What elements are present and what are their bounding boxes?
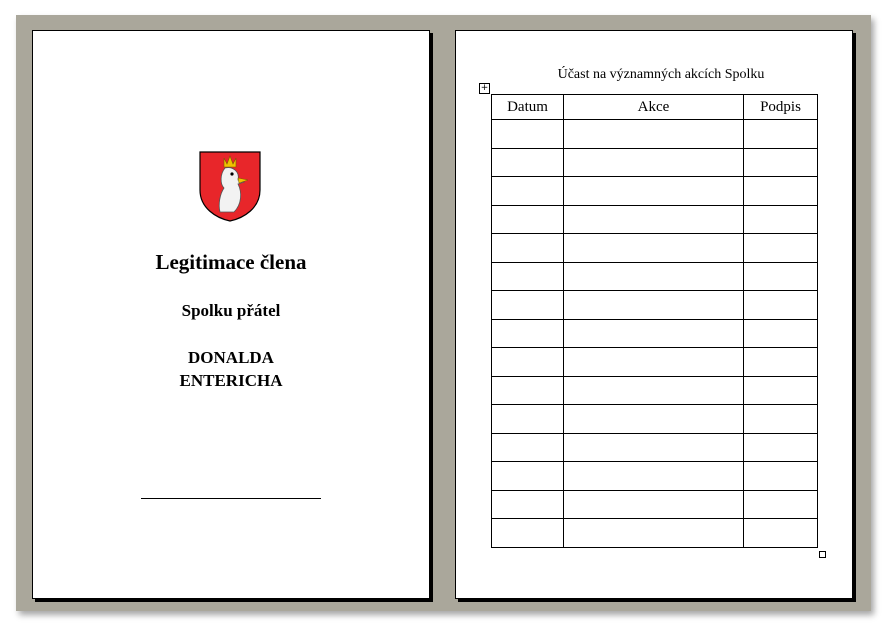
table-cell[interactable] bbox=[744, 433, 818, 462]
table-cell[interactable] bbox=[564, 177, 744, 206]
table-cell[interactable] bbox=[492, 205, 564, 234]
table-cell[interactable] bbox=[564, 148, 744, 177]
coat-of-arms-icon bbox=[198, 150, 262, 222]
table-cell[interactable] bbox=[492, 319, 564, 348]
table-cell[interactable] bbox=[564, 262, 744, 291]
table-cell[interactable] bbox=[492, 291, 564, 320]
table-cell[interactable] bbox=[564, 405, 744, 434]
table-cell[interactable] bbox=[492, 348, 564, 377]
attendance-page bbox=[455, 30, 853, 599]
table-cell[interactable] bbox=[564, 519, 744, 548]
table-row bbox=[492, 376, 818, 405]
table-cell[interactable] bbox=[492, 148, 564, 177]
table-cell[interactable] bbox=[492, 433, 564, 462]
table-cell[interactable] bbox=[564, 433, 744, 462]
signature-line bbox=[141, 498, 321, 499]
table-cell[interactable] bbox=[744, 490, 818, 519]
table-cell[interactable] bbox=[492, 462, 564, 491]
member-name-line2: ENTERICHA bbox=[179, 371, 283, 390]
table-row bbox=[492, 205, 818, 234]
table-cell[interactable] bbox=[744, 205, 818, 234]
table-row bbox=[492, 433, 818, 462]
table-cell[interactable] bbox=[744, 519, 818, 548]
table-row bbox=[492, 462, 818, 491]
document-canvas bbox=[16, 15, 871, 611]
table-row bbox=[492, 319, 818, 348]
table-cell[interactable] bbox=[492, 262, 564, 291]
table-cell[interactable] bbox=[564, 234, 744, 263]
table-move-handle-icon[interactable]: + bbox=[480, 83, 489, 93]
table-row bbox=[492, 148, 818, 177]
table-caption: Účast na významných akcích Spolku bbox=[557, 67, 765, 82]
table-cell[interactable] bbox=[744, 376, 818, 405]
table-cell[interactable] bbox=[744, 148, 818, 177]
table-row bbox=[492, 490, 818, 519]
table-cell[interactable] bbox=[492, 177, 564, 206]
table-row bbox=[492, 405, 818, 434]
table-cell[interactable] bbox=[492, 120, 564, 149]
table-cell[interactable] bbox=[564, 348, 744, 377]
member-name bbox=[33, 346, 429, 392]
table-cell[interactable] bbox=[564, 376, 744, 405]
table-cell[interactable] bbox=[744, 348, 818, 377]
column-header-datum: Datum bbox=[492, 95, 564, 120]
card-subtitle: Spolku přátel bbox=[181, 301, 281, 320]
table-cell[interactable] bbox=[564, 319, 744, 348]
column-header-podpis: Podpis bbox=[744, 95, 818, 120]
table-cell[interactable] bbox=[564, 462, 744, 491]
table-cell[interactable] bbox=[744, 234, 818, 263]
table-cell[interactable] bbox=[564, 490, 744, 519]
table-cell[interactable] bbox=[744, 405, 818, 434]
table-cell[interactable] bbox=[492, 234, 564, 263]
table-cell[interactable] bbox=[744, 291, 818, 320]
table-row bbox=[492, 177, 818, 206]
table-cell[interactable] bbox=[744, 462, 818, 491]
table-row bbox=[492, 348, 818, 377]
card-title: Legitimace člena bbox=[155, 250, 307, 274]
card-front-page bbox=[32, 30, 430, 599]
table-cell[interactable] bbox=[492, 519, 564, 548]
table-cell[interactable] bbox=[564, 120, 744, 149]
table-cell[interactable] bbox=[492, 490, 564, 519]
table-cell[interactable] bbox=[564, 291, 744, 320]
table-cell[interactable] bbox=[744, 177, 818, 206]
table-cell[interactable] bbox=[492, 376, 564, 405]
table-row bbox=[492, 262, 818, 291]
table-cell[interactable] bbox=[744, 262, 818, 291]
table-resize-handle[interactable] bbox=[819, 551, 826, 558]
table-cell[interactable] bbox=[744, 120, 818, 149]
table-cell[interactable] bbox=[492, 405, 564, 434]
table-row bbox=[492, 519, 818, 548]
attendance-table[interactable] bbox=[491, 94, 818, 548]
table-row bbox=[492, 234, 818, 263]
table-cell[interactable] bbox=[744, 319, 818, 348]
table-cell[interactable] bbox=[564, 205, 744, 234]
table-header-row bbox=[492, 95, 818, 120]
column-header-akce: Akce bbox=[564, 95, 744, 120]
member-name-line1: DONALDA bbox=[188, 348, 274, 367]
table-row bbox=[492, 291, 818, 320]
table-row bbox=[492, 120, 818, 149]
